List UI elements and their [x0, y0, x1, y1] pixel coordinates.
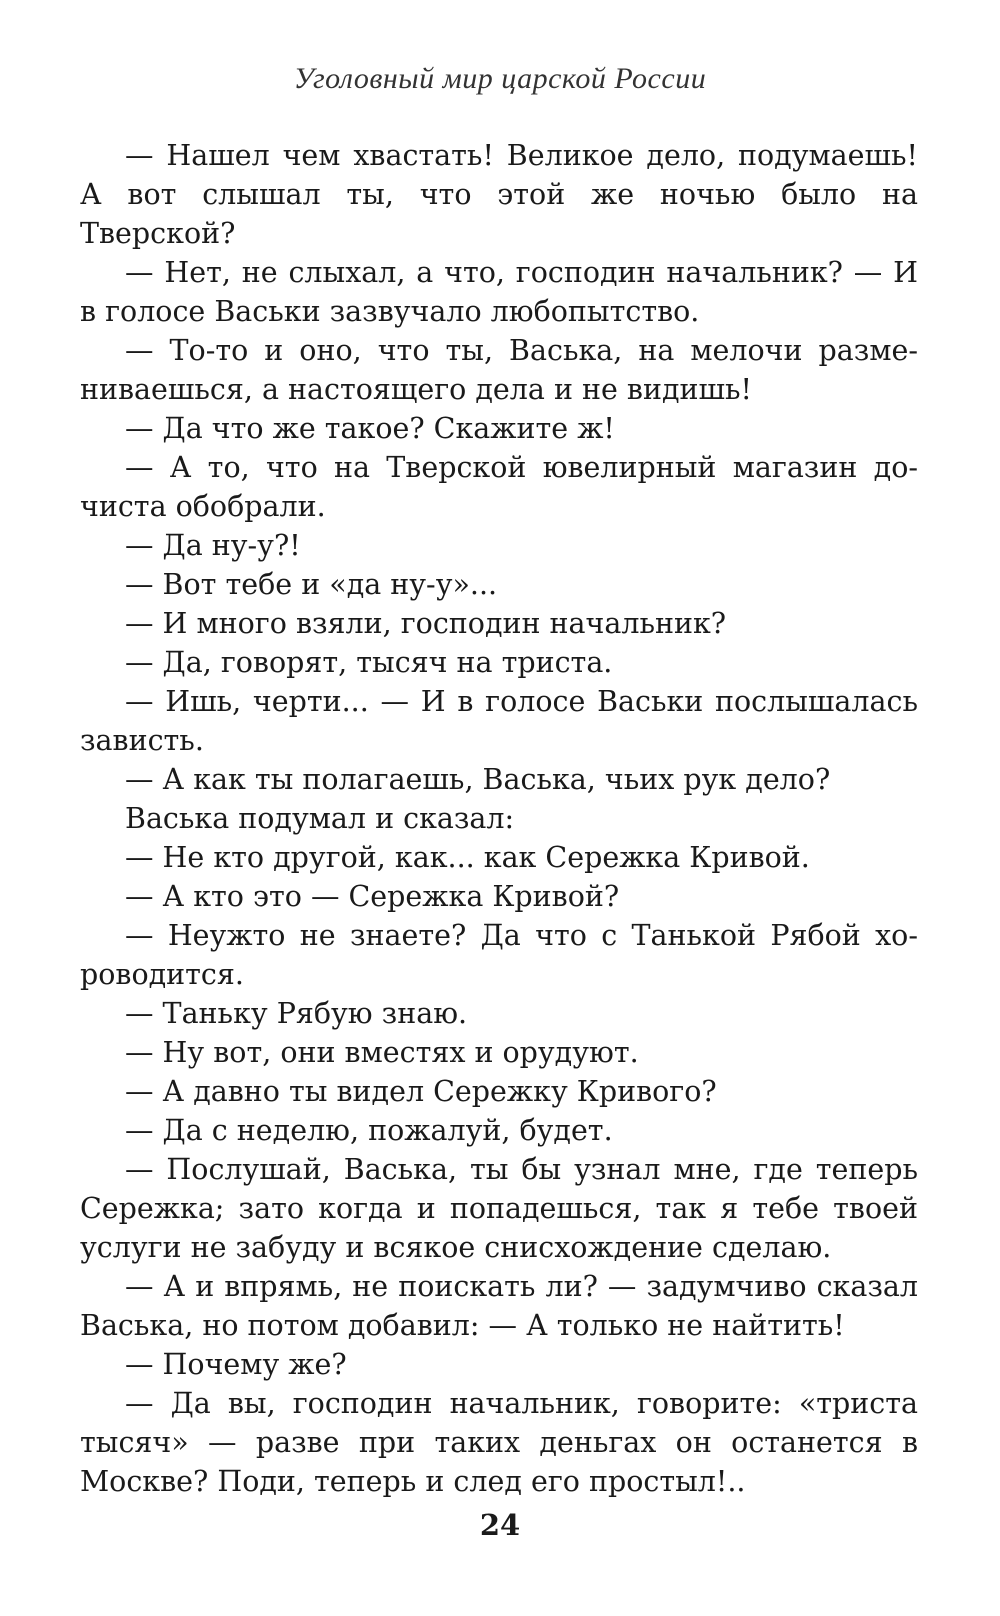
- paragraph: — Нет, не слыхал, а что, господин начальник? — И в голосе Васьки зазвучало любопытство.: [80, 256, 918, 328]
- paragraph: — Да, говорят, тысяч на триста.: [125, 646, 613, 679]
- paragraph: Васька подумал и сказал:: [125, 802, 515, 835]
- body-text: [80, 136, 918, 1501]
- paragraph: — Да с неделю, пожалуй, будет.: [125, 1114, 613, 1147]
- paragraph: — Неужто не знаете? Да что с Танькой Рябой хороводится.: [80, 919, 918, 991]
- paragraph: — И много взяли, господин начальник?: [125, 607, 727, 640]
- paragraph: — То-то и оно, что ты, Васька, на мелочи размениваешься, а настоящего дела и не видишь!: [80, 334, 918, 406]
- paragraph: — Почему же?: [125, 1348, 347, 1381]
- page-number: 24: [479, 1508, 521, 1542]
- paragraph: — А кто это — Сережка Кривой?: [125, 880, 620, 913]
- paragraph: — Вот тебе и «да ну-у»...: [125, 568, 498, 601]
- paragraph: — Таньку Рябую знаю.: [125, 997, 468, 1030]
- paragraph: — А то, что на Тверской ювелирный магазин дочиста обобрали.: [80, 451, 918, 523]
- paragraph: — Послушай, Васька, ты бы узнал мне, где теперь Сережка; зато когда и попадешься, так я тебе твоей услуги не забуду и всякое снисхождение сделаю.: [80, 1153, 918, 1264]
- paragraph: — Ну вот, они вместях и орудуют.: [125, 1036, 639, 1069]
- running-head: Уголовный мир царской России: [293, 62, 707, 95]
- paragraph: — А как ты полагаешь, Васька, чьих рук дело?: [125, 763, 831, 796]
- paragraph: — Не кто другой, как... как Сережка Кривой.: [125, 841, 810, 874]
- paragraph: — Ишь, черти... — И в голосе Васьки послышалась зависть.: [80, 685, 918, 757]
- paragraph: — А и впрямь, не поискать ли? — задумчиво сказал Васька, но потом добавил: — А только не найтить!: [80, 1270, 918, 1342]
- paragraph: — Нашел чем хвастать! Великое дело, подумаешь! А вот слышал ты, что этой же ночью было на Тверской?: [80, 139, 918, 250]
- paragraph: — Да что же такое? Скажите ж!: [125, 412, 615, 445]
- paragraph: — А давно ты видел Сережку Кривого?: [125, 1075, 717, 1108]
- paragraph: — Да ну-у?!: [125, 529, 301, 562]
- paragraph: — Да вы, господин начальник, говорите: «триста тысяч» — разве при таких деньгах он останется в Москве? Поди, теперь и след его простыл!..: [80, 1387, 918, 1498]
